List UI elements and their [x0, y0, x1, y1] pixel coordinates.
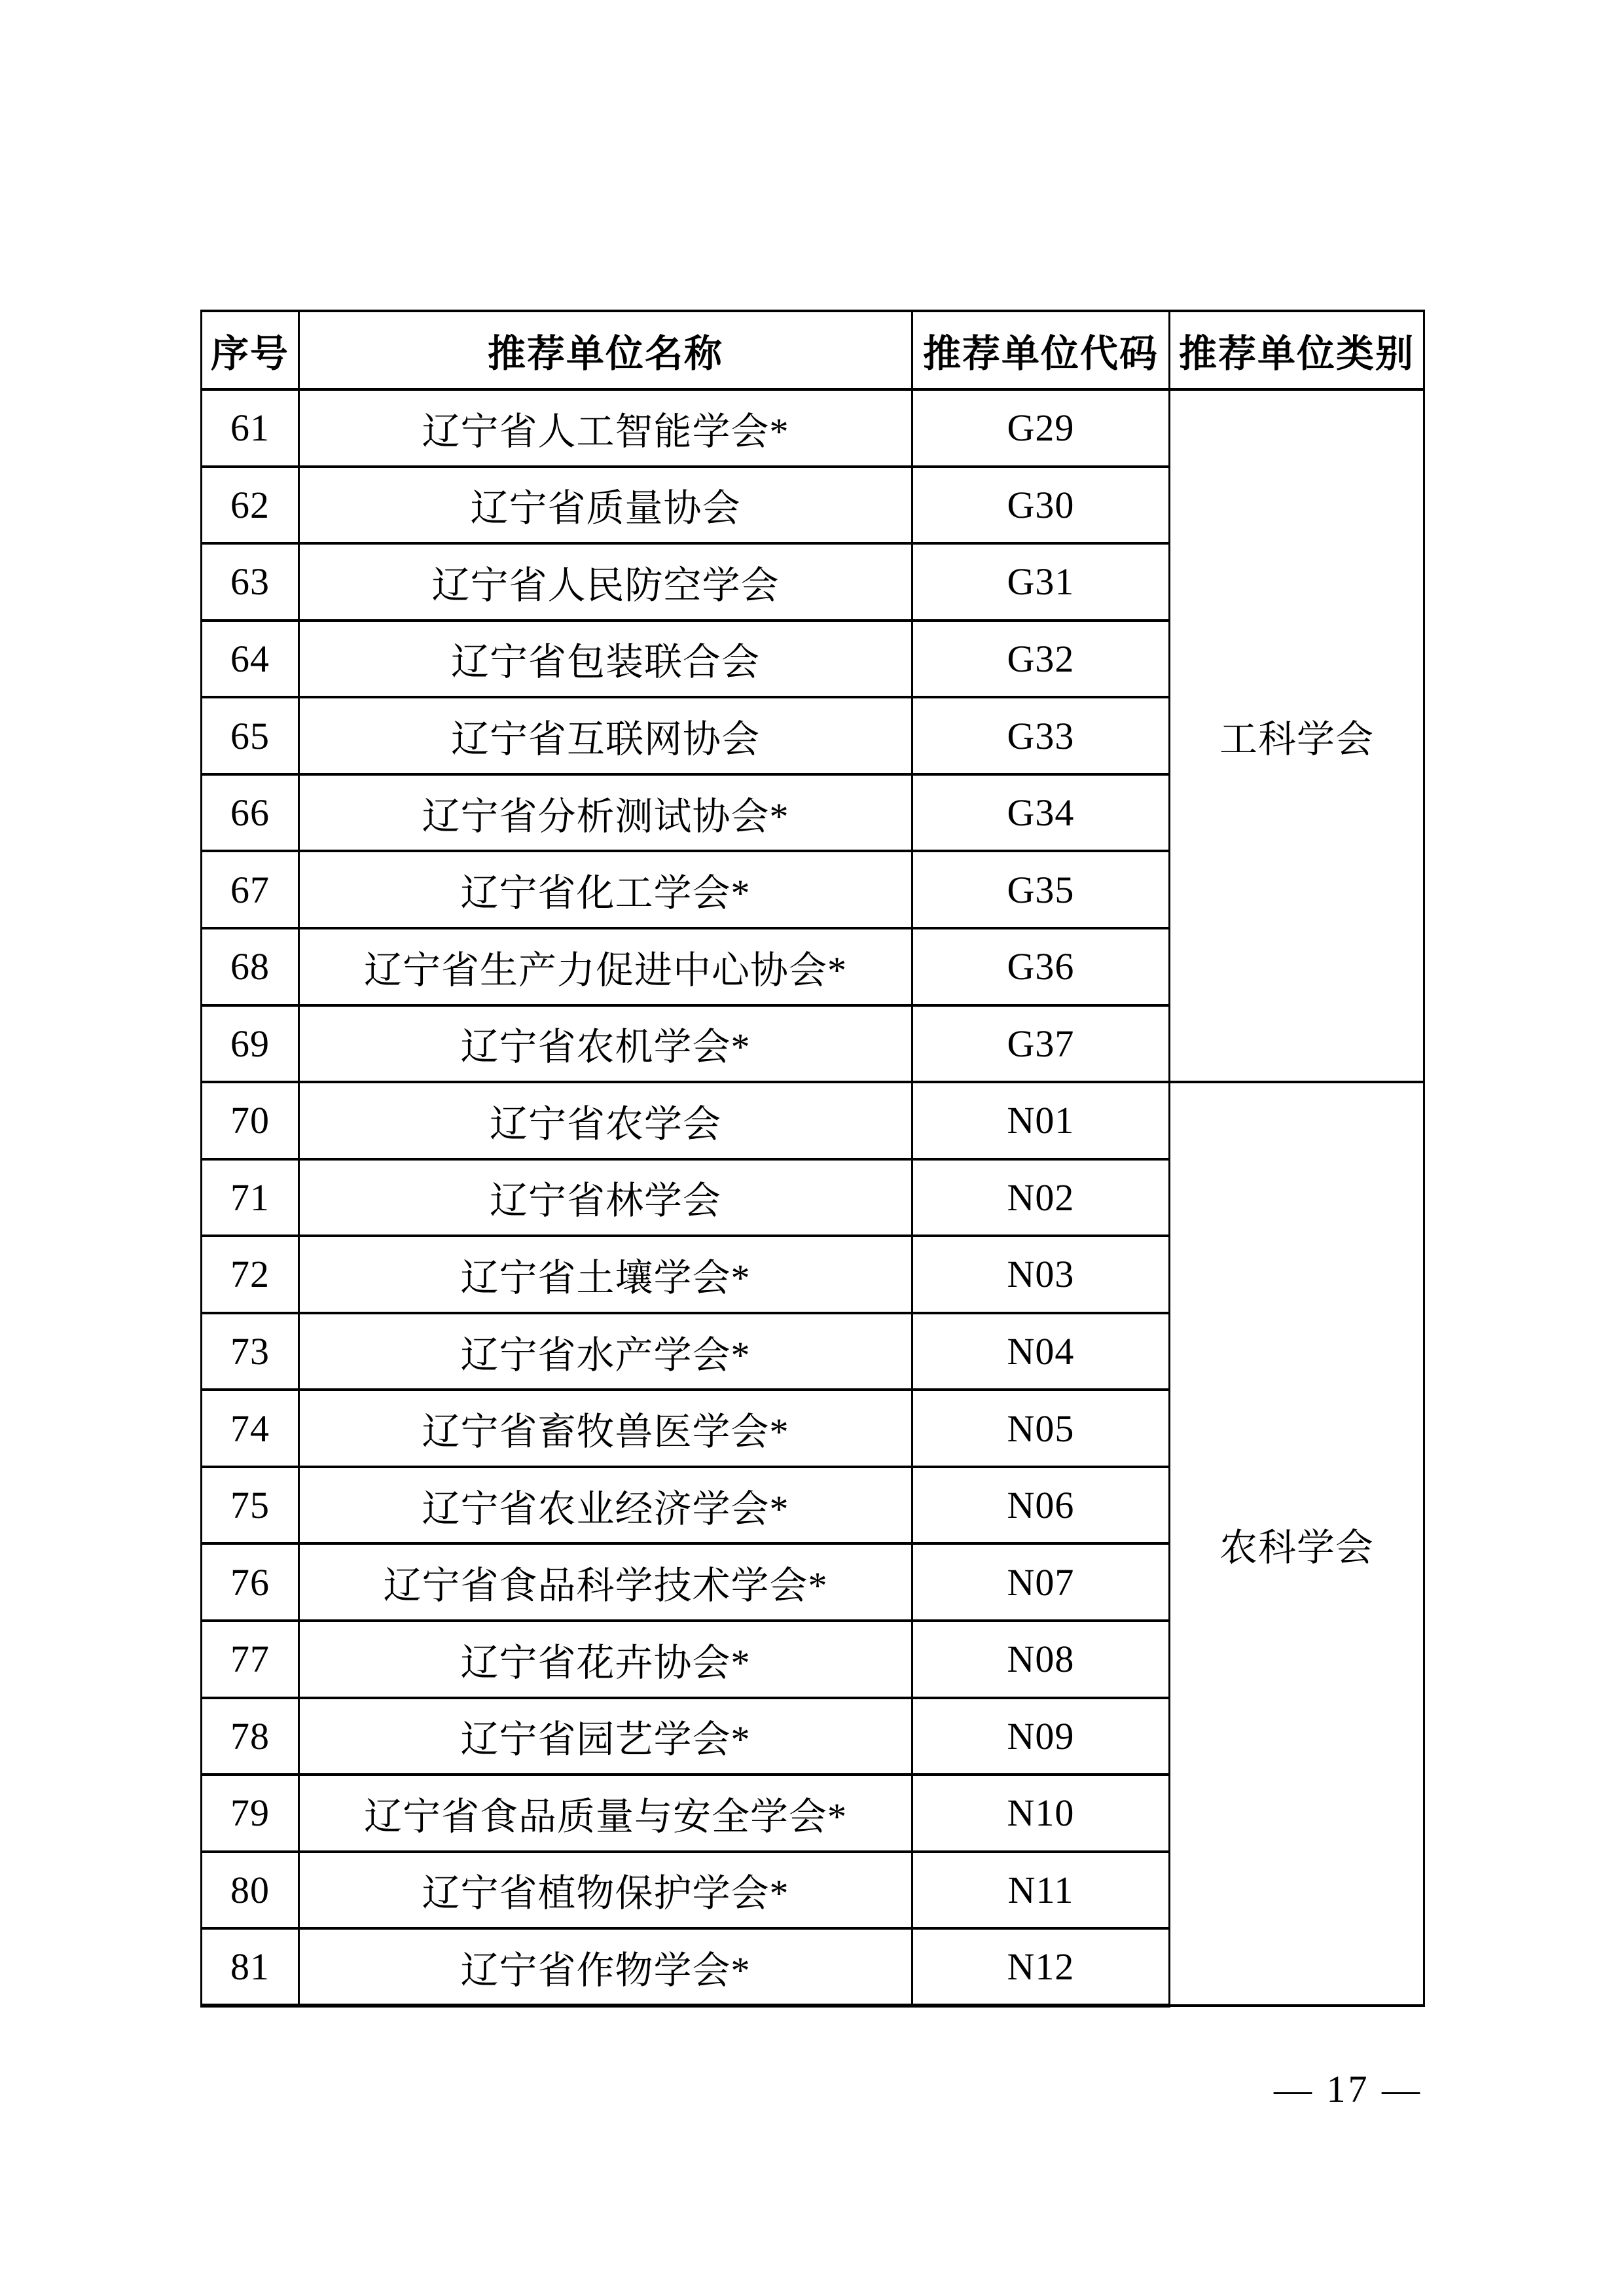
serial-cell: 66 [202, 774, 299, 852]
unit-name-cell: 辽宁省植物保护学会* [299, 1852, 912, 1929]
unit-name-cell: 辽宁省土壤学会* [299, 1236, 912, 1313]
unit-name-cell: 辽宁省水产学会* [299, 1313, 912, 1390]
unit-code-cell: N07 [912, 1543, 1170, 1621]
serial-cell: 64 [202, 621, 299, 698]
unit-category-cell-nongke: 农科学会 [1170, 1082, 1424, 2006]
serial-cell: 76 [202, 1543, 299, 1621]
recommendation-units-table [200, 310, 1425, 2008]
unit-code-cell: G30 [912, 467, 1170, 544]
unit-name-cell: 辽宁省互联网协会 [299, 697, 912, 774]
unit-name-cell: 辽宁省分析测试协会* [299, 774, 912, 852]
unit-name-cell: 辽宁省包装联合会 [299, 621, 912, 698]
unit-code-cell: N09 [912, 1698, 1170, 1775]
serial-cell: 71 [202, 1159, 299, 1236]
col-header-unit-category: 推荐单位类别 [1170, 311, 1424, 389]
unit-code-cell: N04 [912, 1313, 1170, 1390]
unit-name-cell: 辽宁省农业经济学会* [299, 1467, 912, 1544]
serial-cell: 63 [202, 543, 299, 621]
unit-code-cell: G34 [912, 774, 1170, 852]
unit-code-cell: G35 [912, 851, 1170, 928]
col-header-serial: 序号 [202, 311, 299, 389]
col-header-unit-name: 推荐单位名称 [299, 311, 912, 389]
unit-code-cell: N11 [912, 1852, 1170, 1929]
serial-cell: 62 [202, 467, 299, 544]
serial-cell: 72 [202, 1236, 299, 1313]
serial-cell: 79 [202, 1775, 299, 1852]
unit-name-cell: 辽宁省食品质量与安全学会* [299, 1775, 912, 1852]
unit-name-cell: 辽宁省化工学会* [299, 851, 912, 928]
serial-cell: 74 [202, 1390, 299, 1467]
unit-code-cell: N01 [912, 1082, 1170, 1159]
table-header-row [202, 311, 1424, 389]
unit-name-cell: 辽宁省农学会 [299, 1082, 912, 1159]
unit-name-cell: 辽宁省林学会 [299, 1159, 912, 1236]
unit-name-cell: 辽宁省作物学会* [299, 1928, 912, 2006]
unit-code-cell: G31 [912, 543, 1170, 621]
unit-code-cell: G32 [912, 621, 1170, 698]
table-row [202, 389, 1424, 467]
serial-cell: 69 [202, 1005, 299, 1083]
unit-category-cell-gongke: 工科学会 [1170, 389, 1424, 1082]
unit-code-cell: G33 [912, 697, 1170, 774]
unit-code-cell: N10 [912, 1775, 1170, 1852]
page-number: — 17 — [1274, 2068, 1422, 2110]
unit-code-cell: G29 [912, 389, 1170, 467]
serial-cell: 81 [202, 1928, 299, 2006]
unit-name-cell: 辽宁省生产力促进中心协会* [299, 928, 912, 1005]
unit-code-cell: N08 [912, 1621, 1170, 1698]
col-header-unit-code: 推荐单位代码 [912, 311, 1170, 389]
serial-cell: 61 [202, 389, 299, 467]
unit-code-cell: N02 [912, 1159, 1170, 1236]
unit-code-cell: G36 [912, 928, 1170, 1005]
unit-name-cell: 辽宁省农机学会* [299, 1005, 912, 1083]
serial-cell: 78 [202, 1698, 299, 1775]
unit-code-cell: N05 [912, 1390, 1170, 1467]
serial-cell: 75 [202, 1467, 299, 1544]
serial-cell: 77 [202, 1621, 299, 1698]
serial-cell: 65 [202, 697, 299, 774]
unit-name-cell: 辽宁省人民防空学会 [299, 543, 912, 621]
unit-name-cell: 辽宁省园艺学会* [299, 1698, 912, 1775]
unit-code-cell: N06 [912, 1467, 1170, 1544]
table-row [202, 1082, 1424, 1159]
serial-cell: 73 [202, 1313, 299, 1390]
serial-cell: 67 [202, 851, 299, 928]
unit-name-cell: 辽宁省花卉协会* [299, 1621, 912, 1698]
unit-name-cell: 辽宁省人工智能学会* [299, 389, 912, 467]
unit-code-cell: G37 [912, 1005, 1170, 1083]
serial-cell: 80 [202, 1852, 299, 1929]
unit-name-cell: 辽宁省质量协会 [299, 467, 912, 544]
serial-cell: 68 [202, 928, 299, 1005]
unit-code-cell: N03 [912, 1236, 1170, 1313]
unit-code-cell: N12 [912, 1928, 1170, 2006]
unit-name-cell: 辽宁省食品科学技术学会* [299, 1543, 912, 1621]
serial-cell: 70 [202, 1082, 299, 1159]
unit-name-cell: 辽宁省畜牧兽医学会* [299, 1390, 912, 1467]
